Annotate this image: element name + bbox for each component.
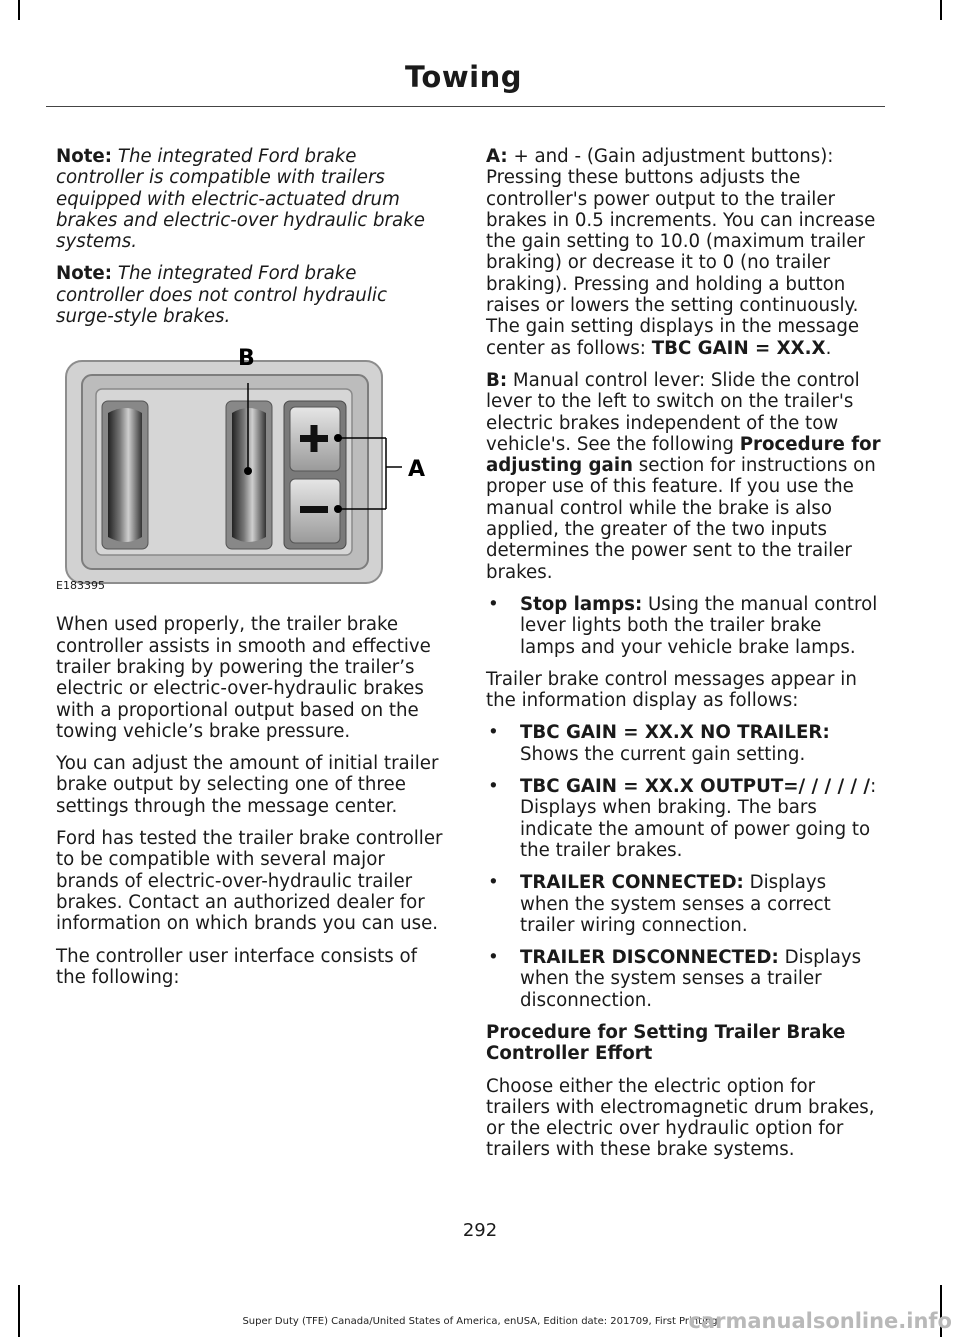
- list-item-label: TRAILER DISCONNECTED:: [520, 947, 779, 969]
- bullet-point: •: [488, 872, 499, 894]
- crop-mark-top-right: [940, 0, 942, 20]
- list-item-label: TBC GAIN = XX.X NO TRAILER:: [520, 722, 830, 744]
- stop-lamps-list: [486, 594, 881, 658]
- item-text: + and - (Gain adjustment buttons): Pressing these buttons adjusts the controller's power output to the trailer brakes in 0.5 increments. You can increase the gain setting to 10.0 (maximum trailer braking) or decrease it to 0 (no trailer braking). Pressing and holding a button raises or lowers the setting continuously. The gain setting displays in the message center as follows:: [486, 146, 876, 359]
- item-label: A:: [486, 146, 508, 167]
- left-column: [56, 146, 446, 999]
- page-title: Towing: [405, 60, 522, 94]
- item-a-description: [486, 146, 881, 359]
- list-item-text: Using the manual control lever lights both the trailer brake lamps and your vehicle brake lamps.: [520, 593, 878, 658]
- paragraph: Choose either the electric option for trailers with electromagnetic drum brakes, or the electric over hydraulic option for trailers with these brake systems.: [486, 1075, 875, 1161]
- list-item: [486, 872, 881, 936]
- right-column: [486, 146, 881, 1172]
- note-text: The integrated Ford brake controller is compatible with trailers equipped with electric-actuated drum brakes and electric-over hydraulic brake systems.: [56, 146, 425, 253]
- brake-controller-illustration: [56, 341, 446, 586]
- bullet-point: •: [488, 947, 499, 969]
- list-item-label: TRAILER CONNECTED:: [520, 872, 744, 894]
- note-surge: [56, 263, 446, 327]
- bullet-point: •: [488, 722, 499, 744]
- list-item-text: Displays when the system senses a correct trailer wiring connection.: [520, 872, 831, 936]
- callout-label-b: B: [238, 346, 255, 372]
- note-text: The integrated Ford brake controller does not control hydraulic surge-style brakes.: [56, 263, 387, 328]
- crop-mark-bottom-left: [18, 1285, 20, 1337]
- footer-edition: Super Duty (TFE) Canada/United States of America, enUSA, Edition date: 201709, First Printing: [242, 1316, 718, 1327]
- list-item-text: : Displays when braking. The bars indicate the amount of power going to the trailer brakes.: [520, 776, 877, 861]
- note-label: Note:: [56, 263, 113, 285]
- note-compatible: [56, 146, 446, 252]
- list-item-text: Displays when the system senses a trailer disconnection.: [520, 947, 862, 1011]
- list-item: [486, 722, 881, 765]
- crop-mark-top-left: [18, 0, 20, 20]
- paragraph: You can adjust the amount of initial trailer brake output by selecting one of three settings through the message center.: [56, 753, 439, 817]
- list-item-label: TBC GAIN = XX.X OUTPUT=/ / / / / /: [520, 776, 871, 798]
- page-number: 292: [462, 1220, 498, 1241]
- list-item-label: Stop lamps:: [520, 593, 643, 615]
- brake-controller-figure: [56, 341, 446, 596]
- figure-code: E183395: [56, 579, 105, 593]
- item-b-description: [486, 370, 881, 583]
- paragraph: The controller user interface consists of the following:: [56, 945, 418, 988]
- watermark: carmanualsonline.info: [688, 1309, 952, 1333]
- paragraph: When used properly, the trailer brake controller assists in smooth and effective trailer braking by powering the trailer’s electric or electric-over-hydraulic brakes with a proportional output based on the towing vehicle’s brake pressure.: [56, 614, 431, 742]
- item-text: Manual control lever: Slide the control lever to the left to switch on the trailer's electric brakes independent of the tow vehicle's. See the following: [486, 369, 860, 455]
- list-item-text: Shows the current gain setting.: [520, 743, 806, 765]
- list-item: [486, 947, 881, 1011]
- messages-list: [486, 722, 881, 1011]
- list-item: [486, 776, 881, 861]
- item-label: B:: [486, 369, 508, 391]
- message-code: TBC GAIN = XX.X: [651, 337, 826, 359]
- paragraph: Trailer brake control messages appear in the information display as follows:: [486, 668, 857, 712]
- section-heading: Procedure for Setting Trailer Brake Controller Effort: [486, 1021, 846, 1065]
- header-divider: [46, 106, 885, 107]
- item-text: section for instructions on proper use of this feature. If you use the manual control while the brake is also applied, the greater of the two inputs determines the power sent to the trailer brakes.: [486, 455, 876, 583]
- procedure-reference: Procedure for adjusting gain: [486, 433, 881, 477]
- bullet-point: •: [488, 776, 499, 798]
- item-text-end: .: [825, 337, 832, 359]
- list-item: [486, 594, 881, 658]
- paragraph: Ford has tested the trailer brake controller to be compatible with several major brands of electric-over-hydraulic trailer brakes. Contact an authorized dealer for information on which brands you can use.: [56, 828, 443, 935]
- note-label: Note:: [56, 146, 113, 167]
- bullet-point: •: [488, 593, 499, 615]
- callout-label-a: A: [408, 457, 426, 483]
